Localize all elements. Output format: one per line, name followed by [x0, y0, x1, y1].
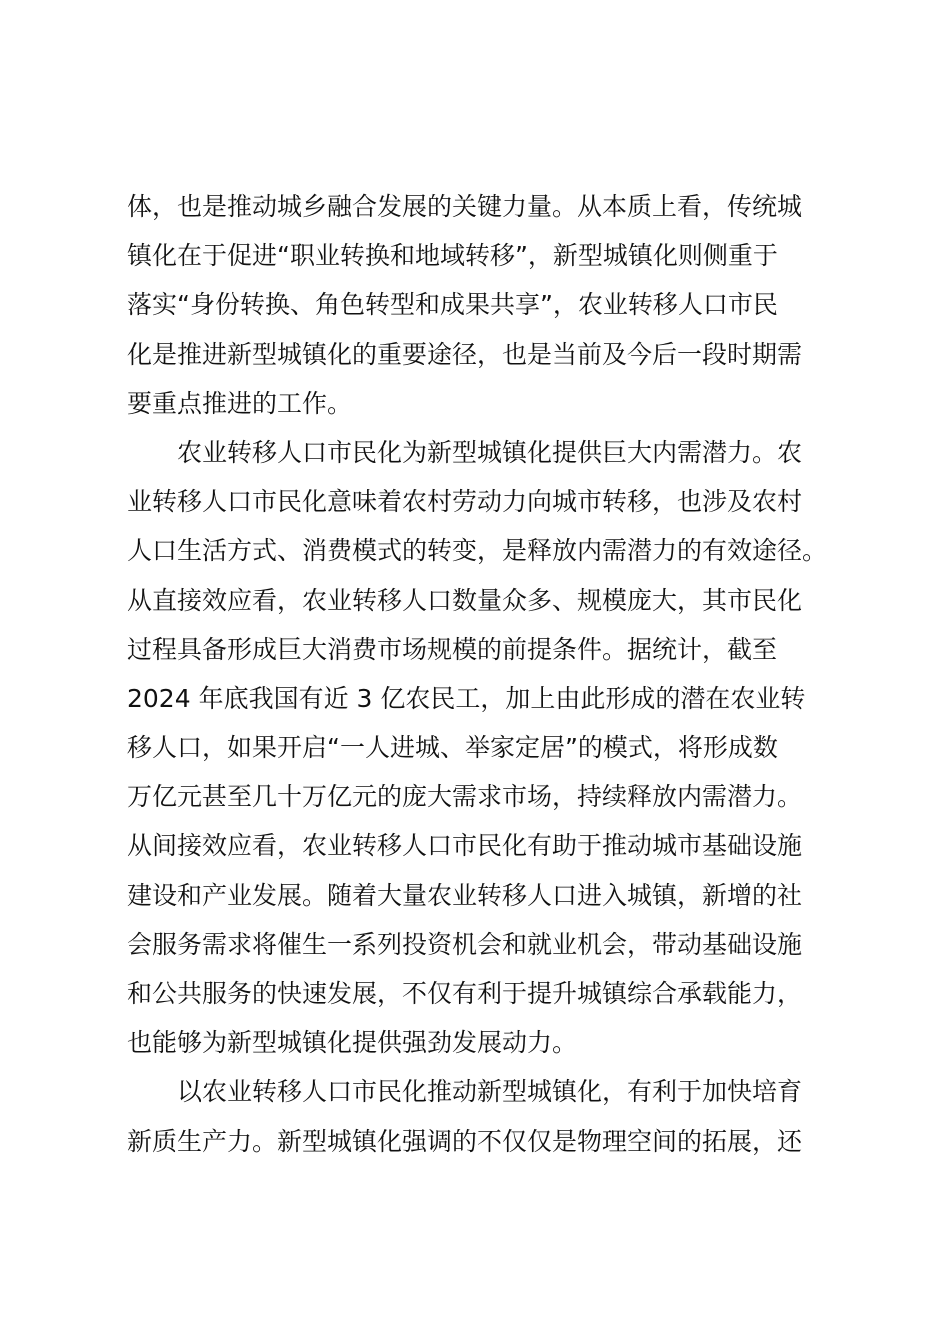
text-line: 业转移人口市民化意味着农村劳动力向城市转移，也涉及农村: [127, 487, 803, 517]
text-line: 要重点推进的工作。: [127, 388, 353, 418]
text-line: 也能够为新型城镇化提供强劲发展动力。: [127, 1028, 578, 1058]
text-line: 建设和产业发展。随着大量农业转移人口进入城镇，新增的社: [127, 880, 803, 910]
text-line: 镇化在于促进“职业转换和地域转移”，新型城镇化则侧重于: [127, 241, 778, 271]
text-line: 和公共服务的快速发展，不仅有利于提升城镇综合承载能力，: [127, 979, 803, 1008]
text-line: 从直接效应看，农业转移人口数量众多、规模庞大，其市民化: [127, 585, 803, 615]
text-line: 会服务需求将催生一系列投资机会和就业机会，带动基础设施: [127, 929, 803, 959]
paragraph-3: [127, 1067, 847, 1165]
text-line: 化是推进新型城镇化的重要途径，也是当前及今后一段时期需: [127, 339, 803, 369]
text-line: 2024 年底我国有近 3 亿农民工，加上由此形成的潜在农业转: [127, 683, 806, 713]
paragraph-2: [127, 428, 847, 1067]
paragraph-1: [127, 182, 847, 428]
text-line: 以农业转移人口市民化推动新型城镇化，有利于加快培育: [177, 1077, 803, 1107]
text-line: 万亿元甚至几十万亿元的庞大需求市场，持续释放内需潜力。: [127, 782, 803, 812]
text-line: 体，也是推动城乡融合发展的关键力量。从本质上看，传统城: [127, 192, 803, 221]
text-line: 新质生产力。新型城镇化强调的不仅仅是物理空间的拓展，还: [127, 1126, 803, 1156]
text-line: 农业转移人口市民化为新型城镇化提供巨大内需潜力。农: [177, 437, 803, 467]
body-text: [127, 182, 847, 1166]
text-line: 落实“身份转换、角色转型和成果共享”，农业转移人口市民: [127, 290, 778, 320]
text-line: 从间接效应看，农业转移人口市民化有助于推动城市基础设施: [127, 831, 803, 861]
text-line: 人口生活方式、消费模式的转变，是释放内需潜力的有效途径。: [127, 536, 828, 566]
text-line: 移人口，如果开启“一人进城、举家定居”的模式，将形成数: [127, 733, 778, 763]
text-line: 过程具备形成巨大消费市场规模的前提条件。据统计，截至: [127, 634, 778, 664]
